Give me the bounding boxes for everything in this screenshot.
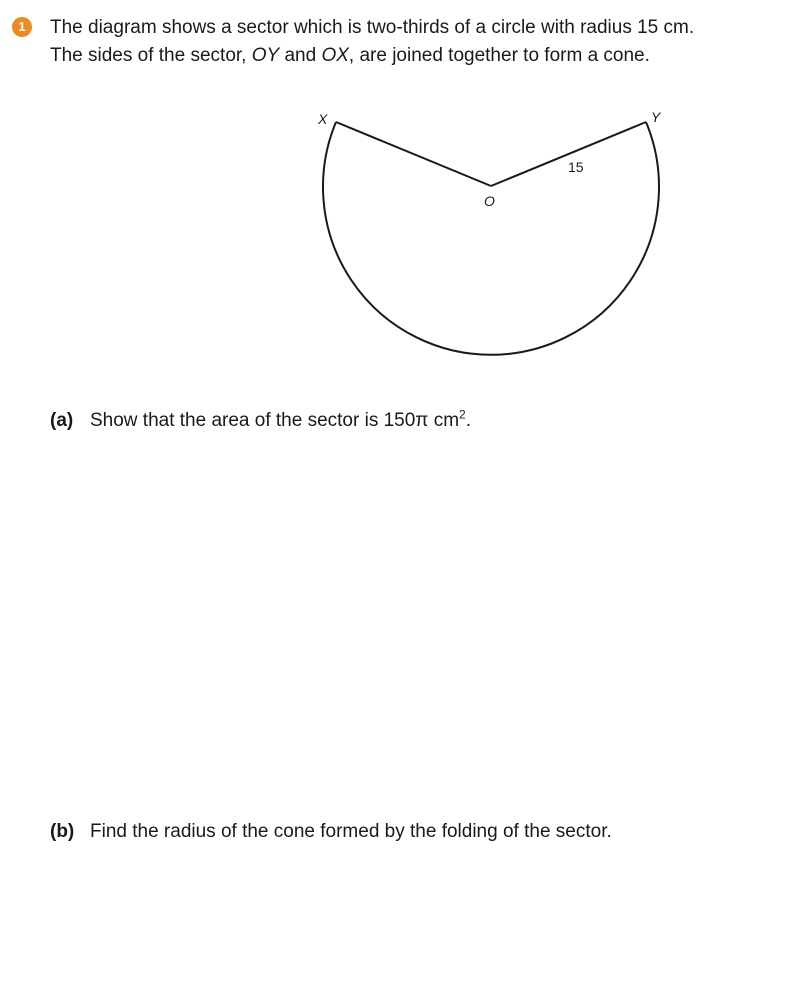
radius-oy bbox=[491, 122, 646, 186]
part-a-label: (a) bbox=[50, 410, 74, 431]
question-number-badge: 1 bbox=[12, 17, 32, 37]
part-a-superscript: 2 bbox=[459, 407, 466, 422]
radius-length-label: 15 bbox=[568, 159, 584, 175]
point-x-label: X bbox=[318, 111, 328, 127]
point-o-label: O bbox=[484, 193, 495, 209]
question-line-1: The diagram shows a sector which is two-thirds of a circle with radius 15 cm. bbox=[50, 17, 695, 38]
question-line-2-end: , are joined together to form a cone. bbox=[348, 45, 650, 66]
side-oy-label: OY bbox=[251, 45, 280, 66]
question-line-2-and: and bbox=[279, 45, 322, 66]
question-line-2-start: The sides of the sector, bbox=[50, 45, 252, 66]
part-b-text: Find the radius of the cone formed by the folding of the sector. bbox=[90, 821, 612, 842]
sector-arc bbox=[323, 122, 659, 355]
part-a bbox=[50, 408, 471, 434]
radius-ox bbox=[336, 122, 491, 186]
part-b-label: (b) bbox=[50, 821, 75, 842]
side-ox-label: OX bbox=[321, 45, 349, 66]
part-b bbox=[50, 819, 612, 845]
part-a-text: Show that the area of the sector is 150π cm bbox=[90, 410, 460, 431]
point-y-label: Y bbox=[651, 109, 661, 125]
part-a-suffix: . bbox=[465, 410, 471, 431]
